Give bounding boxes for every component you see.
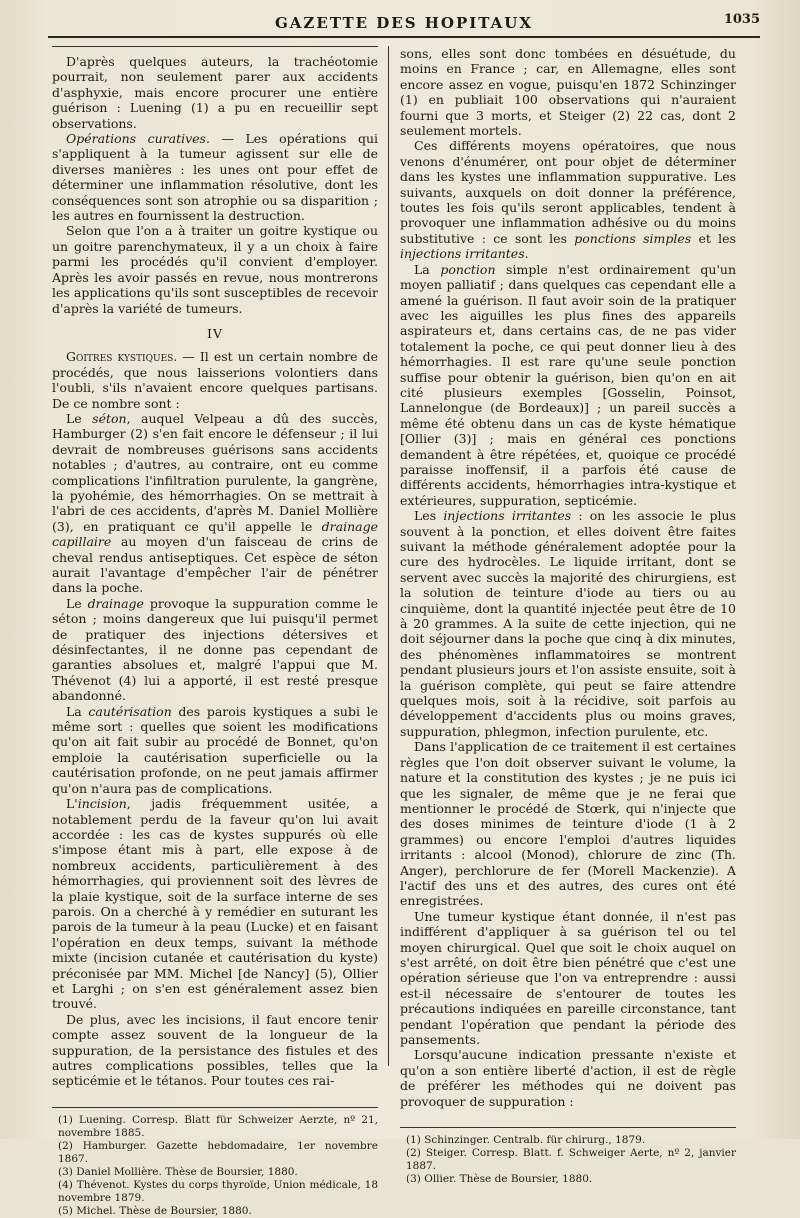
journal-title: GAZETTE DES HOPITAUX	[274, 14, 533, 32]
paragraph: Une tumeur kystique étant donnée, il n'est pas indifférent d'appliquer à sa guérison tel ou tel moyen chirurgical. Quel que soit le choix auquel on s'est arrêté, on doit être bien pénétré que c'est une opération sérieuse que l'on va entreprendre : aussi est-il nécessaire de s'entourer de toutes les précautions indiquées en pareille circonstance, tant pendant l'opération que pendant la période des pansements.	[400, 908, 736, 1047]
footnote: (4) Thévenot. Kystes du corps thyroïde, Union médicale, 18 novembre 1879.	[58, 1178, 378, 1204]
paragraph: Dans l'application de ce traitement il est certaines règles que l'on doit observer suivant le volume, la nature et la constitution des kystes ; je ne puis ici que les signaler, de même que je ne ferai que mentionner le procédé de Stœrk, qui n'injecte que des doses minimes de teinture d'iode (1 à 2 grammes) ou encore l'emploi d'autres liquides irritants : alcool (Monod), chlorure de zinc (Th. Anger), perchlorure de fer (Morell Mackenzie). A l'actif des uns et des autres, des cures ont été enregistrées.	[400, 739, 736, 909]
paragraph: Goitres kystiques. — Il est un certain nombre de procédés, que nous laisserions volontiers dans l'oubli, s'ils n'avaient encore quelques partisans. De ce nombre sont :	[52, 349, 378, 411]
section-heading: IV	[207, 325, 223, 341]
paragraph: Le séton, auquel Velpeau a dû des succès, Hamburger (2) s'en fait encore le défenseur ; il lui devrait de nombreuses guérisons sans accidents notables ; d'autres, au contraire, ont eu comme complications l'infiltration purulente, la gangrène, la pyohémie, des hémorrhagies. On se mettrait à l'abri de ces accidents, d'après M. Daniel Mollière (3), en pratiquant ce qu'il appelle le drainage capillaire au moyen d'un faisceau de crins de cheval rendus antiseptiques. Cet espèce de séton aurait l'avantage d'empêcher l'air de pénétrer dans la poche.	[52, 410, 378, 596]
paragraph: La ponction simple n'est ordinairement qu'un moyen palliatif ; dans quelques cas cependant elle a amené la guérison. Il faut avoir soin de la pratiquer avec les aiguilles les plus fines des appareils aspirateurs et, dans certains cas, de ne pas vider totalement la poche, ce qui peut donner lieu à des hémorrhagies. Il est rare qu'une seule ponction suffise pour obtenir la guérison, bien qu'on en ait cité plusieurs exemples [Gosselin, Poinsot, Lannelongue (de Bordeaux)] ; un pareil succès a même été obtenu dans un cas de kyste hématique [Ollier (3)] ; mais en général ces ponctions demandent à être répétées, et, quoique ce procédé paraisse inoffensif, il a parfois été cause de différents accidents, hémorrhagies intra-kystique et extérieures, suppuration, septicémie.	[400, 261, 736, 508]
footnote: (5) Michel. Thèse de Boursier, 1880.	[58, 1204, 252, 1217]
footnote: (2) Steiger. Corresp. Blatt. f. Schweiger Aerte, nº 2, janvier 1887.	[406, 1147, 736, 1173]
paragraph-lead: Opérations curatives.	[66, 131, 210, 147]
footnote: (2) Hamburger. Gazette hebdomadaire, 1er novembre 1867.	[58, 1139, 378, 1165]
left-column	[52, 46, 378, 1218]
page-number: 1035	[723, 12, 760, 27]
paragraph: Lorsqu'aucune indication pressante n'existe et qu'on a son entière liberté d'action, il est de règle de préférer les méthodes qui ne doivent pas provoquer de suppuration :	[400, 1047, 736, 1109]
paragraph: D'après quelques auteurs, la trachéotomie pourrait, non seulement parer aux accidents d'asphyxie, mais encore procurer une entière guérison : Luening (1) a pu en recueillir sept observations.	[52, 54, 378, 131]
column-divider	[388, 46, 389, 1066]
paragraph: sons, elles sont donc tombées en désuétude, du moins en France ; car, en Allemagne, elles sont encore assez en vogue, puisqu'en 1872 Schinzinger (1) en publiait 100 observations qui n'auraient fourni que 3 morts, et Steiger (2) 22 cas, dont 2 seulement mortels.	[400, 46, 736, 139]
paragraph: L'incision, jadis fréquemment usitée, a notablement perdu de la faveur qu'on lui avait accordée : les cas de kystes suppurés où elle s'impose étant mis à part, elle expose à de nombreux accidents, particulièrement à des hémorrhagies, qui proviennent soit des lèvres de la plaie kystique, soit de la surface interne de ses parois. On a cherché à y remédier en suturant les parois de la tumeur à la peau (Lucke) et en faisant l'opération en deux temps, suivant la méthode mixte (incision cutanée et cautérisation du kyste) préconisée par MM. Michel [de Nancy] (5), Ollier et Larghi ; on s'en est généralement assez bien trouvé.	[52, 796, 378, 1012]
footnote: (3) Daniel Mollière. Thèse de Boursier, 1880.	[58, 1165, 298, 1178]
footnote: (1) Schinzinger. Centralb. für chirurg., 1879.	[406, 1134, 646, 1147]
page-header	[48, 12, 760, 38]
footnotes	[400, 1127, 736, 1186]
paragraph: Selon que l'on a à traiter un goitre kystique ou un goitre parenchymateux, il y a un choix à faire parmi les procédés qu'il convient d'employer. Après les avoir passés en revue, nous montrerons les applications qu'ils sont susceptibles de recevoir d'après la variété de tumeurs.	[52, 223, 378, 316]
right-column	[400, 46, 736, 1186]
paragraph: Opérations curatives. — Les opérations qui s'appliquent à la tumeur agissent sur elle de diverses manières : les unes ont pour effet de déterminer une inflammation résolutive, dont les conséquences sont son atrophie ou sa disparition ; les autres en fournissent la destruction.	[52, 131, 378, 224]
paragraph: De plus, avec les incisions, il faut encore tenir compte assez souvent de la longueur de la suppuration, de la persistance des fistules et des autres complications possibles, telles que la septicémie et le tétanos. Pour toutes ces rai-	[52, 1011, 378, 1089]
paragraph: Les injections irritantes : on les associe le plus souvent à la ponction, et elles doivent être faites suivant la méthode généralement adoptée pour la cure des hydrocèles. Le liquide irritant, dont se servent avec succès la majorité des chirurgiens, est la solution de teinture d'iode au tiers ou au cinquième, dont la quantité injectée peut être de 10 à 20 grammes. A la suite de cette injection, qui ne doit séjourner dans la poche que cinq à dix minutes, des phénomènes inflammatoires se montrent pendant plusieurs jours et l'on assiste ensuite, soit à la guérison complète, qui peut se faire attendre quelques mois, soit à la récidive, soit parfois au développement d'accidents plus ou moins graves, suppuration, phlegmon, infection purulente, etc.	[400, 508, 736, 739]
paragraph: Le drainage provoque la suppuration comme le séton ; moins dangereux que lui puisqu'il permet de pratiquer des injections détersives et désinfectantes, il ne donne pas cependant de garanties absolues et, malgré l'appui que M. Thévenot (4) lui a apporté, il est resté presque abandonné.	[52, 595, 379, 704]
paragraph-lead: Goitres kystiques.	[66, 349, 178, 365]
footnote: (1) Luening. Corresp. Blatt für Schweizer Aerzte, nº 21, novembre 1885.	[58, 1113, 378, 1139]
paragraph: Ces différents moyens opératoires, que nous venons d'énumérer, ont pour objet de déterminer dans les kystes une inflammation suppurative. Les suivants, auxquels on doit donner la préférence, toutes les fois qu'ils seront applicables, tendent à provoquer une inflammation adhésive ou du moins substitutive : ce sont les ponctions simples et les injections irritantes.	[400, 138, 736, 262]
footnotes	[52, 1107, 378, 1218]
paragraph: La cautérisation des parois kystiques a subi le même sort : quelles que soient les modifications qu'on ait fait subir au procédé de Bonnet, qu'on emploie la cautérisation superficielle ou la cautérisation profonde, on ne peut jamais affirmer qu'on n'aura pas de complications.	[52, 703, 378, 796]
footnote: (3) Ollier. Thèse de Boursier, 1880.	[406, 1173, 593, 1186]
